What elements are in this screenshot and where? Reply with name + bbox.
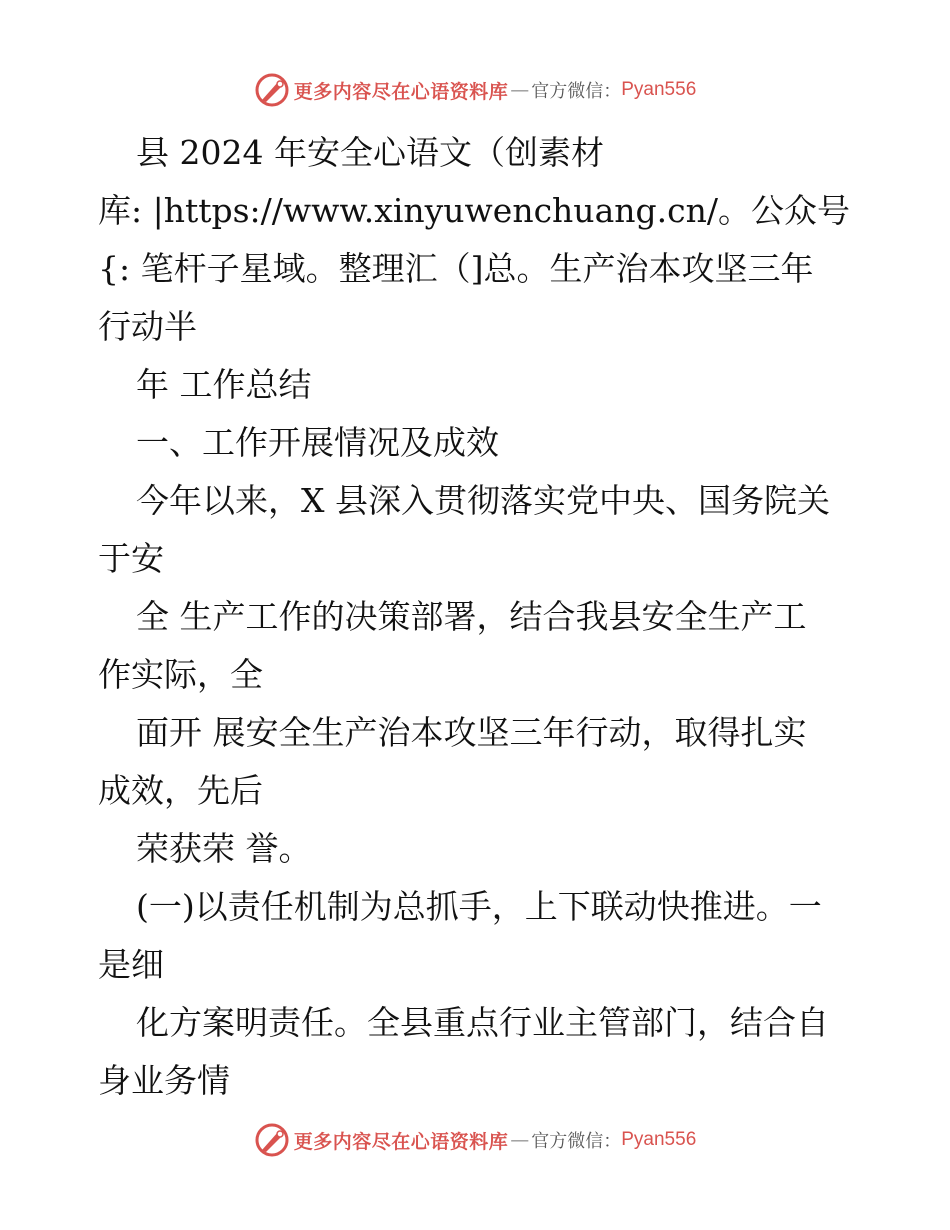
banner-label: 官方微信： xyxy=(531,1131,622,1152)
text-line: 是细 xyxy=(98,945,164,984)
text-line: 身业务情 xyxy=(98,1061,230,1100)
text-line: 于安 xyxy=(98,539,164,578)
text-line: 今年以来，X 县深入贯彻落实党中央、国务院关 xyxy=(136,481,830,520)
text-line: 化方案明责任。全县重点行业主管部门，结合自 xyxy=(136,1003,829,1042)
text-line: 作实际，全 xyxy=(98,655,263,694)
text-line: {: 笔杆子星域。整理汇（]总。生产治本攻坚三年 xyxy=(98,249,814,288)
banner-label: 官方微信： xyxy=(531,81,622,102)
footer-banner xyxy=(0,1118,950,1162)
text-line: 成效，先后 xyxy=(98,771,263,810)
pen-seal-icon xyxy=(254,72,290,108)
text-line: 全 生产工作的决策部署，结合我县安全生产工 xyxy=(136,597,807,636)
pen-seal-icon xyxy=(254,1122,290,1158)
text-line: 行动半 xyxy=(98,307,197,346)
text-line: 年 工作总结 xyxy=(136,365,312,404)
banner-separator: — xyxy=(510,79,530,101)
banner-text: 更多内容尽在心语资料库 xyxy=(293,1130,509,1153)
text-line: 面开 展安全生产治本攻坚三年行动，取得扎实 xyxy=(136,713,807,752)
text-line: 县 2024 年安全心语文（创素材 xyxy=(136,133,604,172)
header-banner xyxy=(0,68,950,112)
section-heading: 一、工作开展情况及成效 xyxy=(136,423,499,462)
banner-wechat-id: Pyan556 xyxy=(621,79,697,100)
banner-text: 更多内容尽在心语资料库 xyxy=(293,80,509,103)
banner-wechat-id: Pyan556 xyxy=(621,1129,697,1150)
text-line: 库: |https://www.xinyuwenchuang.cn/。公众号 xyxy=(98,191,850,230)
document-body xyxy=(98,124,898,1110)
text-line: 荣获荣 誉。 xyxy=(136,829,312,868)
banner-separator: — xyxy=(510,1129,530,1151)
text-line: (一)以责任机制为总抓手，上下联动快推进。一 xyxy=(136,887,822,926)
